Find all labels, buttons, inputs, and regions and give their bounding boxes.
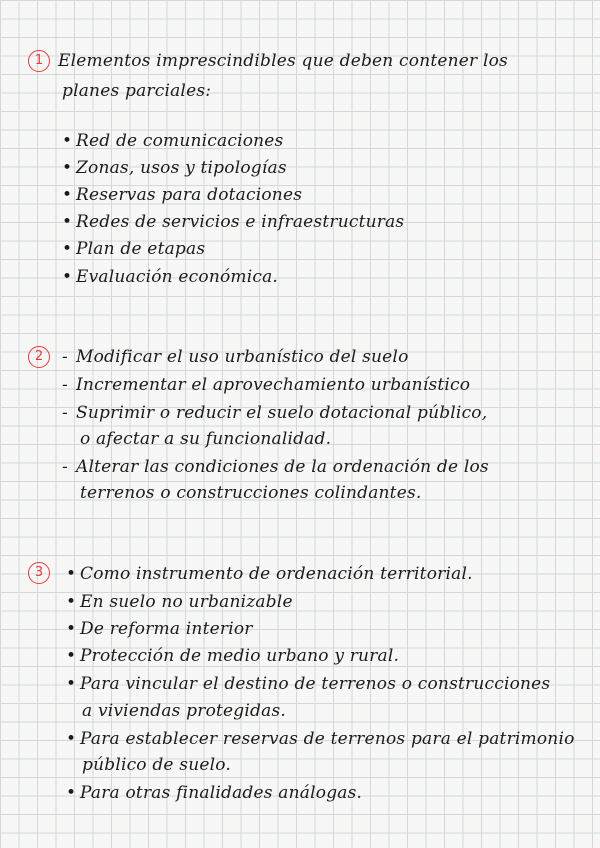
list-item: • Protección de medio urbano y rural.	[66, 643, 399, 669]
bullet-icon: •	[66, 729, 77, 749]
list-item: • Para otras finalidades análogas.	[66, 780, 362, 806]
list-item: - Incrementar el aprovechamiento urbanístico	[62, 372, 470, 398]
list-item: • Plan de etapas	[62, 236, 205, 262]
bullet-icon: •	[62, 131, 73, 151]
dash-icon: -	[62, 457, 68, 477]
bullet-icon: •	[66, 564, 77, 584]
bullet-icon: •	[62, 212, 73, 232]
list-item: • En suelo no urbanizable	[66, 589, 293, 615]
list-item: • Evaluación económica.	[62, 264, 278, 290]
bullet-icon: •	[66, 592, 77, 612]
bullet-icon: •	[66, 783, 77, 803]
section-number-3: 3	[28, 562, 50, 584]
dash-icon: -	[62, 375, 68, 395]
bullet-icon: •	[62, 267, 73, 287]
list-item-continuation: o afectar a su funcionalidad.	[80, 429, 332, 449]
section-number-1: 1	[28, 50, 50, 72]
heading-line-2: planes parciales:	[62, 81, 212, 101]
list-item: • Para establecer reservas de terrenos para el patrimonio	[66, 726, 575, 752]
heading-line-1: Elementos imprescindibles que deben contener los	[58, 51, 508, 71]
section-number-2: 2	[28, 346, 50, 368]
list-item: • Redes de servicios e infraestructuras	[62, 209, 404, 235]
bullet-icon: •	[66, 674, 77, 694]
list-item: • Como instrumento de ordenación territorial.	[66, 561, 473, 587]
list-item: - Modificar el uso urbanístico del suelo	[62, 344, 409, 370]
bullet-icon: •	[62, 239, 73, 259]
list-item: • Zonas, usos y tipologías	[62, 155, 287, 181]
list-item: • Reservas para dotaciones	[62, 182, 302, 208]
list-item: • De reforma interior	[66, 616, 253, 642]
bullet-icon: •	[62, 185, 73, 205]
bullet-icon: •	[66, 619, 77, 639]
list-item-continuation: terrenos o construcciones colindantes.	[80, 483, 422, 503]
list-item: - Alterar las condiciones de la ordenación de los	[62, 454, 489, 480]
dash-icon: -	[62, 347, 68, 367]
bullet-icon: •	[66, 646, 77, 666]
list-item-continuation: público de suelo.	[82, 755, 232, 775]
list-item: • Red de comunicaciones	[62, 128, 284, 154]
dash-icon: -	[62, 403, 68, 423]
bullet-icon: •	[62, 158, 73, 178]
list-item: - Suprimir o reducir el suelo dotacional público,	[62, 400, 487, 426]
list-item-continuation: a viviendas protegidas.	[82, 701, 286, 721]
list-item: • Para vincular el destino de terrenos o construcciones	[66, 671, 550, 697]
